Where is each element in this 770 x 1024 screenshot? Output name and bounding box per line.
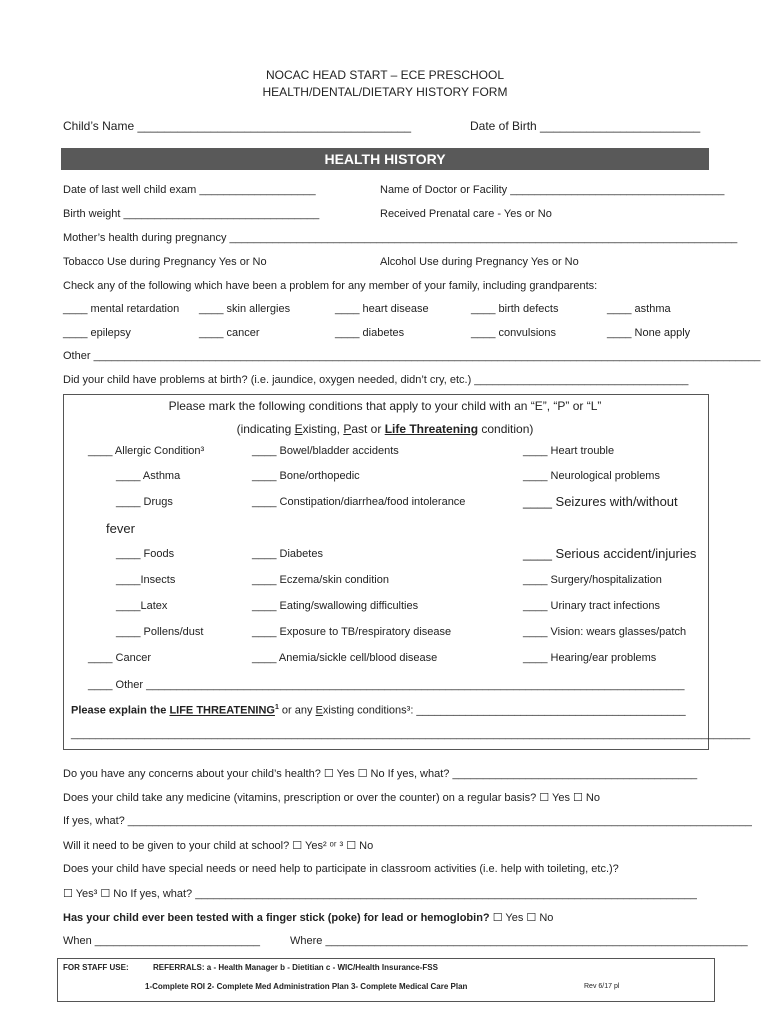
condition-item[interactable]: ____ Seizures with/without	[523, 494, 678, 509]
condition-item[interactable]: ____ Cancer	[88, 652, 151, 664]
family-item[interactable]: ____ birth defects	[471, 303, 559, 315]
family-item[interactable]: ____ diabetes	[335, 327, 405, 339]
condition-item[interactable]: ____ Bone/orthopedic	[252, 470, 360, 482]
doctor-field[interactable]: Name of Doctor or Facility ___________________________________	[380, 184, 725, 196]
condition-item[interactable]: ____ Drugs	[116, 496, 173, 508]
form-org-title: NOCAC HEAD START – ECE PRESCHOOL	[265, 68, 505, 82]
section-title-bar: HEALTH HISTORY	[61, 148, 709, 170]
family-history-prompt: Check any of the following which have been a problem for any member of your family, including grandparents:	[63, 280, 598, 292]
staff-use-label: FOR STAFF USE:	[63, 963, 129, 972]
condition-item[interactable]: ____ Serious accident/injuries	[523, 546, 697, 561]
lead-test-where-field[interactable]: Where _____________________________________________________________________	[290, 935, 748, 947]
condition-item[interactable]: ____Insects	[116, 574, 176, 586]
family-item[interactable]: ____ cancer	[199, 327, 260, 339]
birth-weight-field[interactable]: Birth weight ________________________________	[63, 208, 320, 220]
condition-item[interactable]: ____ Bowel/bladder accidents	[252, 445, 399, 457]
date-of-birth-field[interactable]: Date of Birth ________________________	[470, 119, 701, 133]
health-concerns-question[interactable]: Do you have any concerns about your child’s health? ☐ Yes ☐ No If yes, what? ________________________________________	[63, 768, 698, 780]
condition-item[interactable]: ____ Foods	[116, 548, 175, 560]
family-item[interactable]: ____ asthma	[607, 303, 671, 315]
condition-item[interactable]: ____Latex	[116, 600, 168, 612]
medicine-what-field[interactable]: If yes, what? ______________________________________________________________________________________________________	[63, 815, 752, 827]
condition-item[interactable]: ____ Diabetes	[252, 548, 323, 560]
condition-item[interactable]: ____ Hearing/ear problems	[523, 652, 657, 664]
condition-item[interactable]: ____ Exposure to TB/respiratory disease	[252, 626, 452, 638]
mothers-health-field[interactable]: Mother’s health during pregnancy ___________________________________________________________________________________	[63, 232, 738, 244]
condition-item[interactable]: ____ Allergic Condition³	[88, 445, 205, 457]
family-item[interactable]: ____ None apply	[607, 327, 691, 339]
condition-item[interactable]: ____ Eating/swallowing difficulties	[252, 600, 419, 612]
family-item[interactable]: ____ heart disease	[335, 303, 429, 315]
family-item[interactable]: ____ skin allergies	[199, 303, 291, 315]
condition-item[interactable]: ____ Heart trouble	[523, 445, 615, 457]
condition-item[interactable]: ____ Pollens/dust	[116, 626, 204, 638]
condition-item[interactable]: ____ Surgery/hospitalization	[523, 574, 662, 586]
last-exam-field[interactable]: Date of last well child exam ___________________	[63, 184, 316, 196]
lead-test-question[interactable]: Has your child ever been tested with a finger stick (poke) for lead or hemoglobin? ☐ Yes ☐ No	[63, 912, 554, 924]
explain-line[interactable]: _______________________________________________________________________________________________________________	[71, 728, 751, 740]
prenatal-care-field[interactable]: Received Prenatal care - Yes or No	[380, 208, 552, 220]
conditions-intro: Please mark the following conditions that apply to your child with an “E”, “P” or “L”	[168, 399, 602, 413]
life-threatening-explain-field[interactable]: Please explain the LIFE THREATENING$^1$ or any Existing conditions³: ____________________________________________	[71, 704, 686, 717]
condition-item[interactable]: ____ Vision: wears glasses/patch	[523, 626, 687, 638]
condition-item[interactable]: ____ Constipation/diarrhea/food intolerance	[252, 496, 466, 508]
medicine-question[interactable]: Does your child take any medicine (vitamins, prescription or over the counter) on a regular basis? ☐ Yes ☐ No	[63, 792, 600, 804]
condition-item[interactable]: ____ Eczema/skin condition	[252, 574, 389, 586]
alcohol-use-field[interactable]: Alcohol Use during Pregnancy Yes or No	[380, 256, 579, 268]
family-item[interactable]: ____ mental retardation	[63, 303, 180, 315]
condition-item[interactable]: ____ Neurological problems	[523, 470, 660, 482]
family-item[interactable]: ____ convulsions	[471, 327, 557, 339]
tobacco-use-field[interactable]: Tobacco Use during Pregnancy Yes or No	[63, 256, 267, 268]
condition-item[interactable]: ____ Anemia/sickle cell/blood disease	[252, 652, 438, 664]
childs-name-field[interactable]: Child’s Name _________________________________________	[63, 119, 412, 133]
special-needs-question: Does your child have special needs or need help to participate in classroom activities (i.e. help with toileting, etc.)?	[63, 863, 619, 875]
family-item[interactable]: ____ epilepsy	[63, 327, 131, 339]
special-needs-answer[interactable]: ☐ Yes³ ☐ No If yes, what? __________________________________________________________________________________	[63, 888, 697, 900]
birth-problems-field[interactable]: Did your child have problems at birth? (i.e. jaundice, oxygen needed, didn’t cry, etc.) ___________________________________	[63, 374, 689, 386]
form-title: HEALTH/DENTAL/DIETARY HISTORY FORM	[262, 85, 508, 99]
lead-test-when-field[interactable]: When ___________________________	[63, 935, 260, 947]
family-other-field[interactable]: Other _____________________________________________________________________________________________________________	[63, 350, 761, 362]
staff-plans: 1-Complete ROI 2- Complete Med Administration Plan 3- Complete Medical Care Plan	[145, 982, 468, 991]
condition-item[interactable]: ____ Asthma	[116, 470, 181, 482]
condition-item-continuation: fever	[106, 521, 135, 536]
school-medicine-question[interactable]: Will it need to be given to your child at school? ☐ Yes² ᵒʳ ³ ☐ No	[63, 840, 374, 852]
conditions-legend: (indicating Existing, Past or Life Threatening condition)	[236, 422, 534, 436]
staff-referrals: REFERRALS: a - Health Manager b - Dietitian c - WIC/Health Insurance-FSS	[153, 963, 438, 972]
condition-item[interactable]: ____ Urinary tract infections	[523, 600, 660, 612]
revision-label: Rev 6/17 pl	[584, 983, 620, 990]
conditions-other-field[interactable]: ____ Other ________________________________________________________________________________________	[88, 679, 685, 691]
